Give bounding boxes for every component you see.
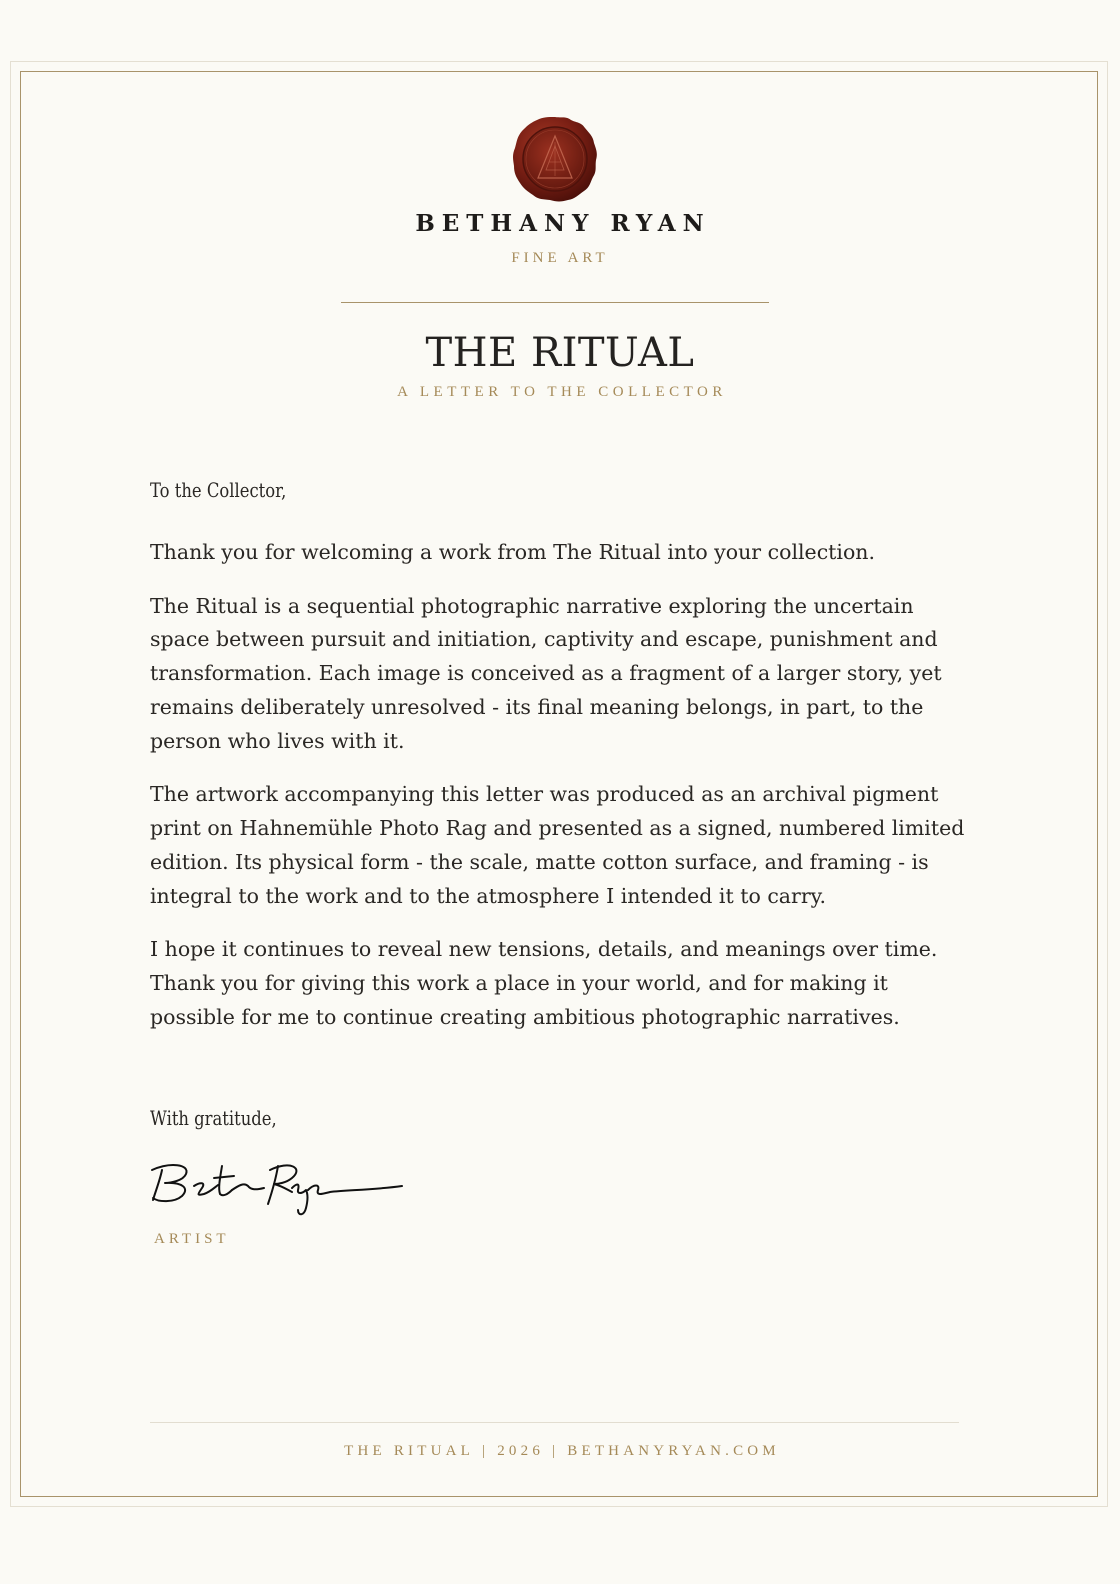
letter-paragraph: Thank you for welcoming a work from The Ritual into your collection. [150, 540, 876, 564]
footer-project: THE RITUAL [344, 1443, 475, 1459]
footer-year: 2026 [497, 1443, 545, 1459]
signatory-role: ARTIST [154, 1231, 230, 1247]
footer-divider [150, 1422, 959, 1423]
letter-paragraph: The Ritual is a sequential photographic narrative exploring the uncertain space between pursuit and initiation, captivity and escape, punishment and transformation. Each image is conceived as a fragment of a larger story, yet remains deliberately unresolved - its final meaning belongs, in part, to the person who lives with it. [150, 593, 942, 753]
wax-seal-icon [510, 114, 600, 204]
letter-closing: With gratitude, [150, 1106, 277, 1130]
letter-salutation: To the Collector, [150, 478, 287, 502]
footer-separator: | [482, 1443, 490, 1459]
footer-separator: | [552, 1443, 560, 1459]
brand-subtitle: FINE ART [511, 250, 609, 266]
header-divider [341, 302, 769, 303]
footer-website: BETHANYRYAN.COM [567, 1443, 780, 1459]
footer [0, 1443, 1120, 1460]
document-subtitle: A LETTER TO THE COLLECTOR [397, 384, 727, 400]
letter-body [150, 536, 965, 1055]
document-title: THE RITUAL [425, 330, 695, 376]
letter-paragraph: The artwork accompanying this letter was produced as an archival pigment print on Hahnemühle Photo Rag and presented as a signed, numbered limited edition. Its physical form - the scale, matte cotton surface, and framing - is integral to the work and to the atmosphere I intended it to carry. [150, 782, 965, 908]
brand-name: BETHANY RYAN [415, 210, 711, 237]
handwritten-signature [148, 1156, 408, 1220]
letter-paragraph: I hope it continues to reveal new tensions, details, and meanings over time. Thank you for giving this work a place in your world, and for making it possible for me to continue creating ambitious photographic narratives. [150, 937, 938, 1029]
